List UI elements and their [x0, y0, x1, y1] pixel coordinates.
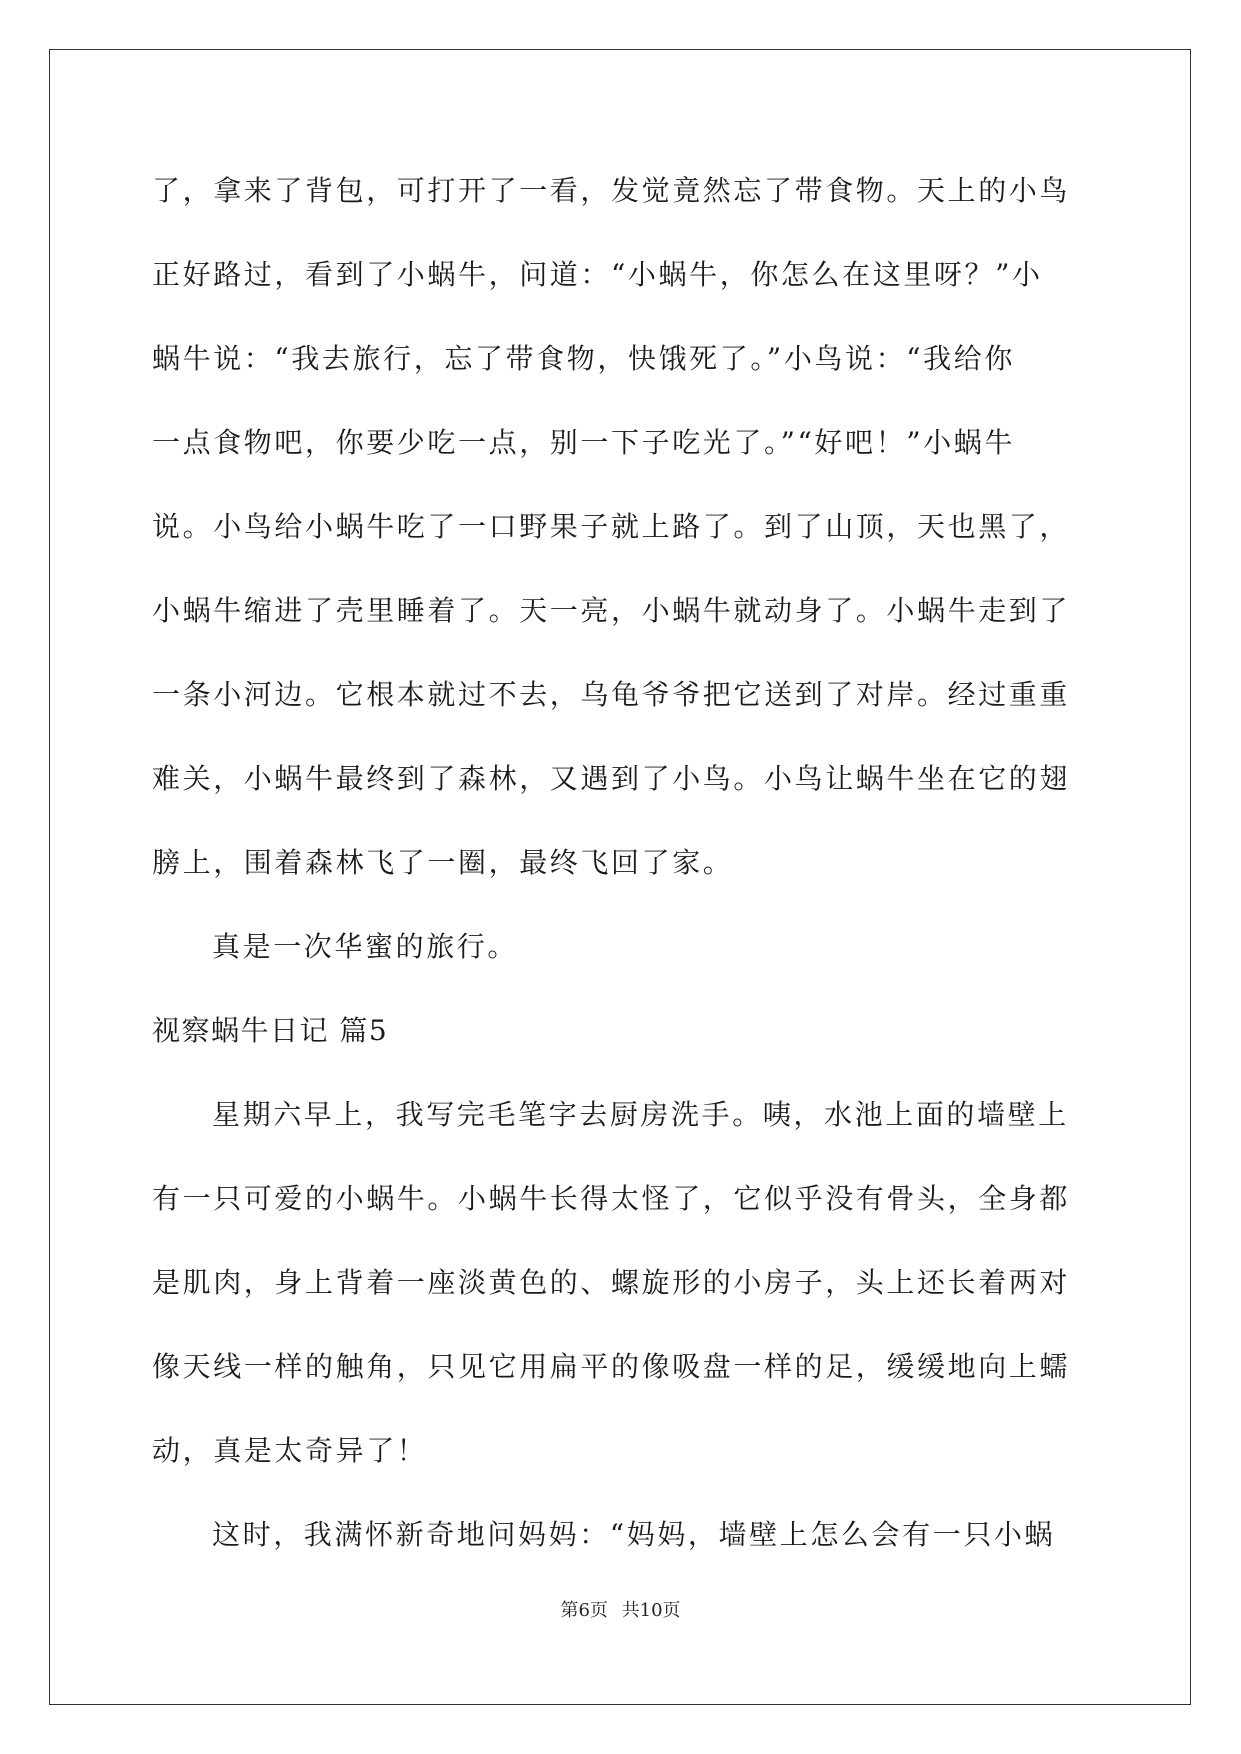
paragraph-line: 难关，小蜗牛最终到了森林，又遇到了小鸟。小鸟让蜗牛坐在它的翅 [152, 762, 1071, 795]
page-total: 共10页 [621, 1600, 681, 1621]
paragraph-line: 有一只可爱的小蜗牛。小蜗牛长得太怪了，它似乎没有骨头，全身都 [152, 1182, 1071, 1215]
paragraph-line: 膀上，围着森林飞了一圈，最终飞回了家。 [152, 846, 734, 879]
page-footer [0, 1596, 1241, 1622]
paragraph-line: 这时，我满怀新奇地问妈妈：“妈妈，墙壁上怎么会有一只小蜗 [212, 1518, 1056, 1551]
paragraph-line: 一条小河边。它根本就过不去，乌龟爷爷把它送到了对岸。经过重重 [152, 678, 1071, 711]
paragraph-line: 蜗牛说：“我去旅行，忘了带食物，快饿死了。”小鸟说：“我给你 [152, 342, 1015, 375]
paragraph-line: 一点食物吧，你要少吃一点，别一下子吃光了。”“好吧！”小蜗牛 [152, 426, 1015, 459]
section-heading: 视察蜗牛日记 篇5 [152, 1014, 389, 1047]
paragraph-line: 是肌肉，身上背着一座淡黄色的、螺旋形的小房子，头上还长着两对 [152, 1266, 1071, 1299]
paragraph-line: 小蜗牛缩进了壳里睡着了。天一亮，小蜗牛就动身了。小蜗牛走到了 [152, 594, 1071, 627]
paragraph-line: 动，真是太奇异了！ [152, 1434, 428, 1467]
paragraph-line: 星期六早上，我写完毛笔字去厨房洗手。咦，水池上面的墙壁上 [212, 1098, 1069, 1131]
paragraph-line: 了，拿来了背包，可打开了一看，发觉竟然忘了带食物。天上的小鸟 [152, 174, 1071, 207]
paragraph-line: 像天线一样的触角，只见它用扁平的像吸盘一样的足，缓缓地向上蠕 [152, 1350, 1071, 1383]
page-number: 第6页 [560, 1600, 608, 1621]
document-body [152, 160, 1088, 1588]
paragraph-line: 真是一次华蜜的旅行。 [212, 930, 519, 963]
paragraph-line: 说。小鸟给小蜗牛吃了一口野果子就上路了。到了山顶，天也黑了， [152, 510, 1071, 543]
paragraph-line: 正好路过，看到了小蜗牛，问道：“小蜗牛，你怎么在这里呀？”小 [152, 258, 1043, 291]
